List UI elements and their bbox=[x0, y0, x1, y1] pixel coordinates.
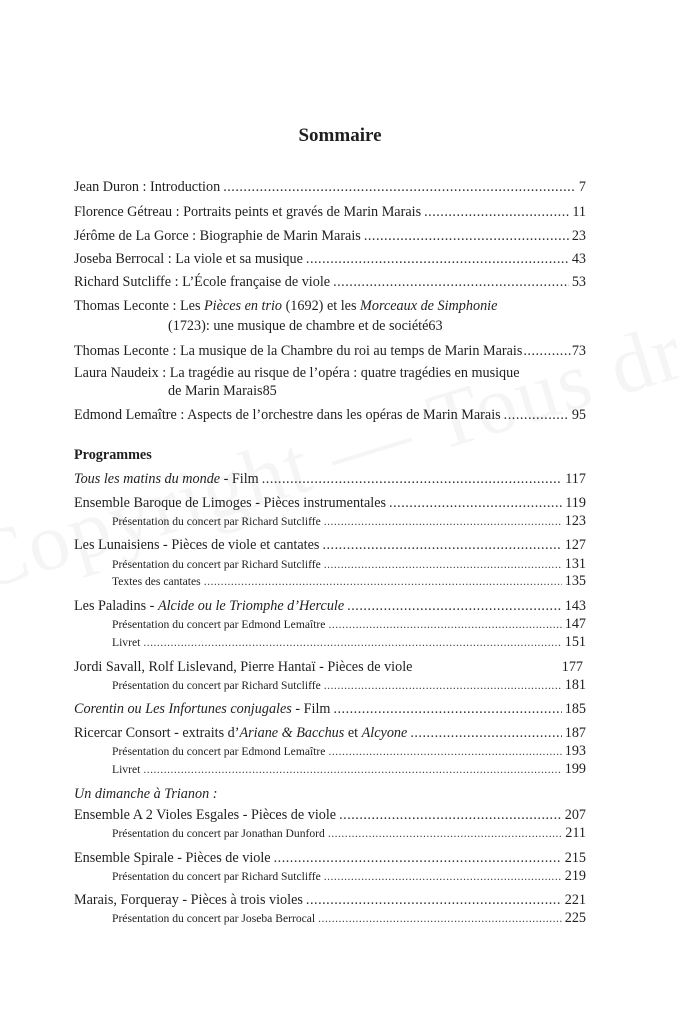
page-title: Sommaire bbox=[298, 125, 382, 146]
programme-entry: Ensemble A 2 Violes Esgales - Pièces de viole ..... 207 bbox=[74, 806, 586, 824]
programme-entry: Ensemble Spirale - Pièces de viole ..... 215 bbox=[74, 849, 586, 867]
programme-subentry: Présentation du concert par Richard Sutcliffe ..... 219 bbox=[112, 867, 586, 886]
section-heading: Programmes bbox=[74, 447, 152, 463]
programme-subentry: Présentation du concert par Joseba Berrocal ..... 225 bbox=[112, 909, 586, 928]
programme-subentry: Présentation du concert par Richard Sutcliffe ..... 131 bbox=[112, 555, 586, 574]
programme-subentry: Présentation du concert par Edmond Lemaître ..... 193 bbox=[112, 742, 586, 761]
toc-entry: Joseba Berrocal : La viole et sa musique ..... 43 bbox=[74, 250, 586, 268]
toc-entry-line2: de Marin Marais 85 bbox=[168, 383, 277, 399]
programme-entry: Ensemble Baroque de Limoges - Pièces instrumentales ..... 119 bbox=[74, 494, 586, 512]
programme-subentry: Présentation du concert par Richard Sutcliffe ..... 123 bbox=[112, 512, 586, 531]
toc-entry: Florence Gétreau : Portraits peints et gravés de Marin Marais ..... 11 bbox=[74, 203, 586, 221]
toc-entry-line1: Thomas Leconte : Les Pièces en trio (1692) et les Morceaux de Simphonie bbox=[74, 298, 498, 314]
toc-entry-line1: Laura Naudeix : La tragédie au risque de l’opéra : quatre tragédies en musique bbox=[74, 365, 520, 381]
toc-entry: Edmond Lemaître : Aspects de l’orchestre dans les opéras de Marin Marais ..... 95 bbox=[74, 406, 586, 424]
toc-entry: Thomas Leconte : La musique de la Chambre du roi au temps de Marin Marais ..... 73 bbox=[74, 342, 586, 360]
programme-subentry: Livret ..... 199 bbox=[112, 760, 586, 779]
toc-entry: Jean Duron : Introduction ..... 7 bbox=[74, 178, 586, 196]
programme-entry: Marais, Forqueray - Pièces à trois violes ..... 221 bbox=[74, 891, 586, 909]
programme-entry: Jordi Savall, Rolf Lislevand, Pierre Hantaï - Pièces de viole 177 bbox=[74, 659, 583, 675]
toc-entry: Richard Sutcliffe : L’École française de viole ..... 53 bbox=[74, 273, 586, 291]
programme-entry: Tous les matins du monde - Film ..... 117 bbox=[74, 470, 586, 488]
programme-subentry: Présentation du concert par Edmond Lemaître ..... 147 bbox=[112, 615, 586, 634]
programme-subentry: Livret ..... 151 bbox=[112, 633, 586, 652]
programme-entry: Ricercar Consort - extraits d’Ariane & Bacchus et Alcyone ..... 187 bbox=[74, 724, 586, 742]
programme-group-heading: Un dimanche à Trianon : bbox=[74, 786, 218, 802]
programme-entry: Les Lunaisiens - Pièces de viole et cantates ..... 127 bbox=[74, 536, 586, 554]
toc-entry: Jérôme de La Gorce : Biographie de Marin Marais ..... 23 bbox=[74, 227, 586, 245]
programme-subentry: Textes des cantates ..... 135 bbox=[112, 572, 586, 591]
programme-entry: Corentin ou Les Infortunes conjugales - Film ..... 185 bbox=[74, 700, 586, 718]
programme-subentry: Présentation du concert par Richard Sutcliffe ..... 181 bbox=[112, 676, 586, 695]
programme-entry: Les Paladins - Alcide ou le Triomphe d’Hercule ..... 143 bbox=[74, 597, 586, 615]
programme-subentry: Présentation du concert par Jonathan Dunford ..... 211 bbox=[112, 824, 586, 843]
toc-entry-line2: (1723): une musique de chambre et de société 63 bbox=[168, 318, 443, 334]
